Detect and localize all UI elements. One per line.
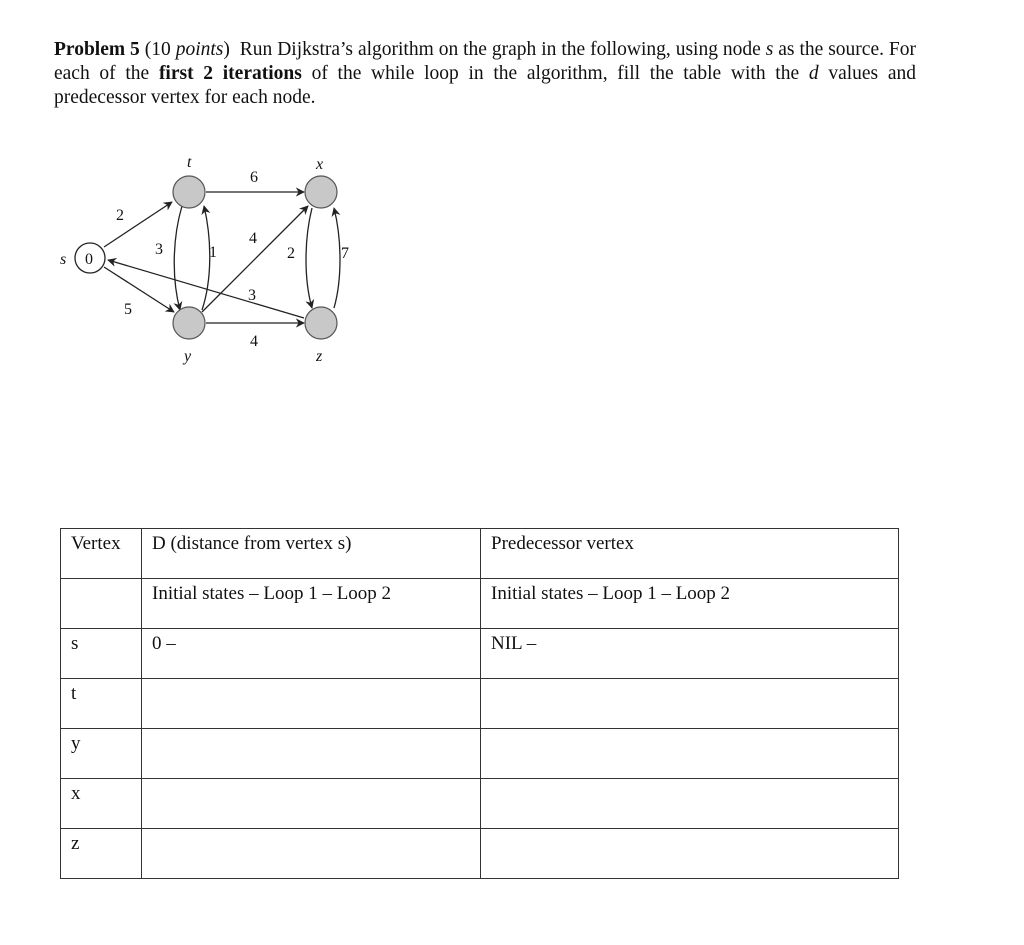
table-row [61, 579, 899, 629]
graph-figure [50, 150, 360, 375]
table-header-row [61, 529, 899, 579]
distance-cell[interactable] [142, 729, 481, 779]
problem-text-d: values and predecessor vertex for each node. [54, 63, 916, 108]
edge-z-x [334, 208, 340, 308]
points-close: ) [223, 39, 230, 60]
table-row [61, 629, 899, 679]
weight-t-x: 6 [250, 169, 258, 186]
weight-t-y: 3 [155, 241, 163, 258]
weight-s-t: 2 [116, 207, 124, 224]
vertex-cell: s [61, 629, 142, 679]
graph-svg [50, 150, 360, 375]
points-word: points [175, 39, 224, 60]
predecessor-cell[interactable] [481, 779, 899, 829]
weight-x-z: 2 [287, 245, 295, 262]
weight-y-t: 1 [209, 244, 217, 261]
predecessor-cell[interactable] [481, 679, 899, 729]
vertex-cell[interactable] [61, 579, 142, 629]
d-variable: d [808, 63, 819, 84]
header-distance: D (distance from vertex s) [142, 529, 481, 579]
points-open: (10 [144, 39, 176, 60]
table-row [61, 829, 899, 879]
distance-cell[interactable] [142, 779, 481, 829]
table-row [61, 779, 899, 829]
distance-cell[interactable] [142, 829, 481, 879]
header-vertex: Vertex [61, 529, 142, 579]
distance-cell[interactable]: Initial states – Loop 1 – Loop 2 [142, 579, 481, 629]
node-z-label: z [316, 348, 323, 365]
weight-s-y: 5 [124, 301, 132, 318]
vertex-cell: t [61, 679, 142, 729]
predecessor-cell[interactable] [481, 829, 899, 879]
node-y-label: y [184, 348, 192, 365]
node-t [173, 176, 205, 208]
distance-cell[interactable] [142, 679, 481, 729]
node-s-label: s [60, 251, 67, 268]
distance-cell[interactable]: 0 – [142, 629, 481, 679]
edge-x-z [306, 208, 312, 308]
node-z [305, 307, 337, 339]
problem-label: Problem 5 [54, 39, 140, 60]
dijkstra-table [60, 528, 899, 879]
problem-statement [54, 38, 916, 110]
node-x [305, 176, 337, 208]
predecessor-cell[interactable]: NIL – [481, 629, 899, 679]
node-s-value: 0 [85, 251, 93, 268]
predecessor-cell[interactable] [481, 729, 899, 779]
weight-z-s: 3 [248, 287, 256, 304]
predecessor-cell[interactable]: Initial states – Loop 1 – Loop 2 [481, 579, 899, 629]
vertex-cell: z [61, 829, 142, 879]
header-predecessor: Predecessor vertex [481, 529, 899, 579]
node-t-label: t [187, 154, 192, 171]
problem-text-b: as the source. For each of the [54, 39, 917, 84]
table-row [61, 679, 899, 729]
first-iterations-emphasis: first 2 iterations [158, 63, 302, 84]
problem-text-c: of the while loop in the algorithm, fill the table with the [311, 63, 800, 84]
weight-y-z: 4 [250, 333, 258, 350]
node-s-variable: s [765, 39, 774, 60]
node-y [173, 307, 205, 339]
vertex-cell: x [61, 779, 142, 829]
weight-z-x: 7 [341, 245, 349, 262]
vertex-cell: y [61, 729, 142, 779]
weight-y-x: 4 [249, 230, 257, 247]
table-row [61, 729, 899, 779]
edge-t-y [174, 206, 182, 310]
edge-s-y [104, 267, 174, 312]
node-x-label: x [316, 156, 324, 173]
problem-text-a: Run Dijkstra’s algorithm on the graph in the following, using node [239, 39, 761, 60]
